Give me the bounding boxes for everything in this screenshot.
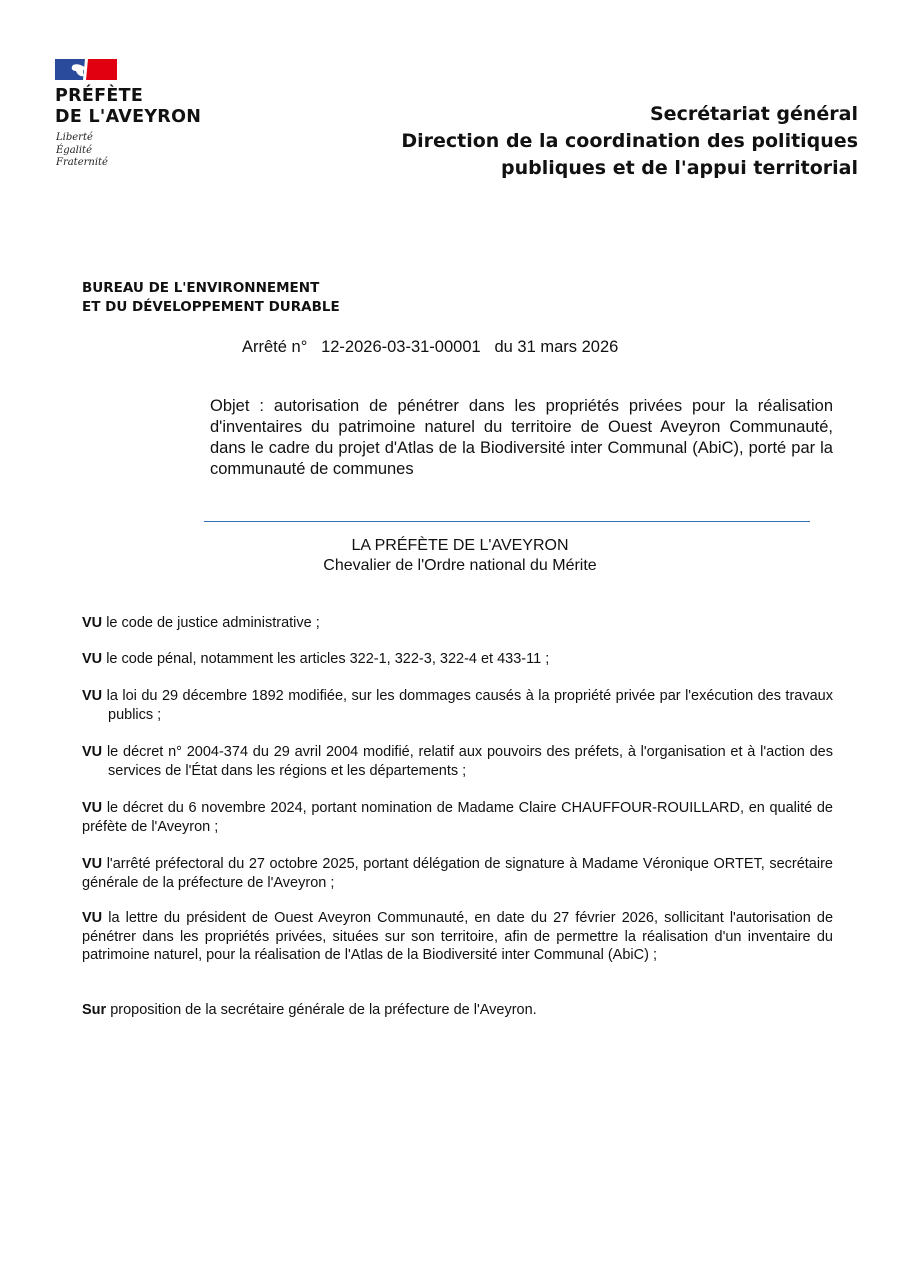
arrete-label: Arrêté n° [242, 338, 308, 356]
prefecture-name [55, 86, 201, 128]
visa-item [82, 799, 833, 836]
section-divider [204, 521, 810, 522]
visa-text: le code pénal, notamment les articles 322-1, 322-3, 322-4 et 433-11 ; [106, 651, 550, 667]
arrete-date: du 31 mars 2026 [494, 338, 619, 356]
marianne-flag-logo [55, 59, 117, 80]
visa-keyword: Sur [82, 1002, 107, 1018]
prefecture-line-1: PRÉFÈTE [55, 86, 144, 106]
arrete-reference [242, 338, 618, 357]
visa-text: proposition de la secrétaire générale de la préfecture de l'Aveyron. [110, 1002, 537, 1018]
motto-fraternite: Fraternité [56, 157, 108, 168]
motto-liberte: Liberté [56, 132, 93, 143]
authority-title: LA PRÉFÈTE DE L'AVEYRON [351, 537, 569, 554]
visa-keyword: VU [82, 744, 103, 760]
visa-item [82, 909, 833, 965]
visa-text: l'arrêté préfectoral du 27 octobre 2025, portant délégation de signature à Madame Véronique ORTET, secrétaire générale de la préfecture de l'Aveyron ; [82, 856, 833, 891]
visa-item [82, 614, 833, 633]
bureau-line-2: ET DU DÉVELOPPEMENT DURABLE [82, 299, 340, 315]
motto-egalite: Égalité [56, 144, 92, 156]
visa-keyword: VU [82, 615, 103, 631]
header-secretariat: Secrétariat général [650, 103, 858, 125]
visa-keyword: VU [82, 651, 103, 667]
visa-text: la lettre du président de Ouest Aveyron Communauté, en date du 27 février 2026, sollicitant l'autorisation de pénétrer dans les propriétés privées, situées sur son territoire, afin de permettre la réalisation d'un inventaire du patrimoine naturel, pour la réalisation de l'Atlas de la Biodiversité inter Communal (AbiC) ; [82, 910, 834, 963]
visa-text: le code de justice administrative ; [106, 615, 320, 631]
flag-red-band [86, 59, 117, 80]
visa-item [82, 855, 833, 892]
republic-motto [56, 132, 108, 170]
visa-text: la loi du 29 décembre 1892 modifiée, sur les dommages causés à la propriété privée par l'exécution des travaux publics ; [106, 688, 833, 723]
header-direction-line-1: Direction de la coordination des politiques [401, 130, 858, 152]
visa-keyword: VU [82, 688, 103, 704]
visa-keyword: VU [82, 910, 103, 926]
visa-keyword: VU [82, 800, 103, 816]
bureau-title [82, 279, 340, 317]
authority-distinction: Chevalier de l'Ordre national du Mérite [323, 557, 597, 574]
visa-item [82, 650, 833, 669]
visa-item-proposition [82, 1001, 833, 1020]
visa-text: le décret n° 2004-374 du 29 avril 2004 modifié, relatif aux pouvoirs des préfets, à l'organisation et à l'action des services de l'État dans les régions et les départements ; [106, 744, 833, 779]
bureau-line-1: BUREAU DE L'ENVIRONNEMENT [82, 280, 320, 296]
issuing-service-header [401, 101, 858, 182]
header-direction-line-2: publiques et de l'appui territorial [501, 157, 858, 179]
visa-item [82, 687, 833, 724]
prefecture-line-2: DE L'AVEYRON [55, 107, 202, 127]
visa-text: le décret du 6 novembre 2024, portant nomination de Madame Claire CHAUFFOUR-ROUILLARD, en qualité de préfète de l'Aveyron ; [82, 800, 833, 835]
arrete-objet: Objet : autorisation de pénétrer dans les propriétés privées pour la réalisation d'inventaires du patrimoine naturel du territoire de Ouest Aveyron Communauté, dans le cadre du projet d'Atlas de la Biodiversité inter Communal (AbiC), porté par la communauté de communes [210, 397, 833, 478]
visa-keyword: VU [82, 856, 103, 872]
arrete-number: 12-2026-03-31-00001 [321, 338, 481, 356]
signing-authority [0, 536, 900, 576]
visa-item [82, 743, 833, 780]
